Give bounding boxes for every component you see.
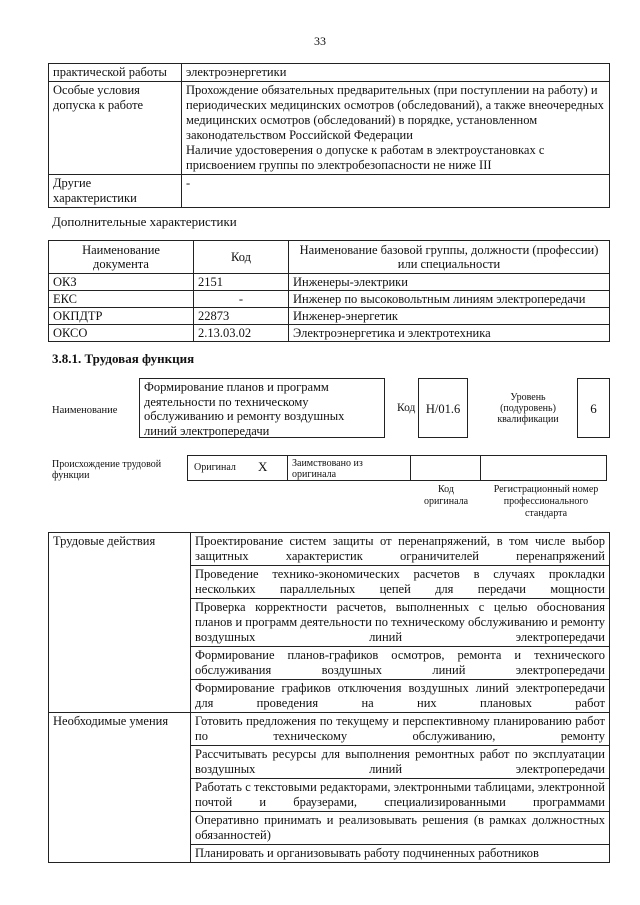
column-header: Наименование базовой группы, должности (профессии) или специальности	[289, 241, 610, 274]
function-heading: 3.8.1. Трудовая функция	[52, 351, 195, 366]
skill-item: Оперативно принимать и реализовывать решения (в рамках должностных обязанностей)	[191, 812, 610, 845]
row-value: электроэнергетики	[182, 64, 610, 82]
code-label: Код	[397, 402, 416, 414]
skills-label: Необходимые умения	[49, 713, 191, 863]
divider	[287, 455, 288, 481]
additional-title: Дополнительные характеристики	[52, 214, 237, 229]
row-label: практической работы	[49, 64, 182, 82]
action-item: Проверка корректности расчетов, выполненных с целью обоснования планов и программ деятельности по техническому обслуживанию и ремонту воздушных линий электропередачи	[191, 599, 610, 647]
original-mark: X	[258, 459, 268, 474]
column-header: Код	[194, 241, 289, 274]
doc-name: ОКСО	[49, 325, 194, 342]
action-item: Проведение технико-экономических расчетов в случаях прокладки нескольких параллельных цепей для передачи мощности	[191, 566, 610, 599]
origin-label: Происхождение трудовой функции	[52, 459, 162, 481]
doc-name: ОКЗ	[49, 274, 194, 291]
actions-skills-table	[48, 532, 610, 863]
function-code: H/01.6	[418, 378, 468, 438]
table-row	[49, 175, 610, 208]
table-row	[49, 291, 610, 308]
group-name: Инженер-энергетик	[289, 308, 610, 325]
group-name: Инженер по высоковольтным линиям электропередачи	[289, 291, 610, 308]
additional-table	[48, 240, 610, 342]
table-row	[49, 82, 610, 175]
action-item: Проектирование систем защиты от перенапряжений, в том числе выбор защитных характеристик ограничителей перенапряжений	[191, 533, 610, 566]
skill-item: Рассчитывать ресурсы для выполнения ремонтных работ по эксплуатации воздушных линий электропередачи	[191, 746, 610, 779]
action-item: Формирование графиков отключения воздушных линий электропередачи для проведения на них плановых работ	[191, 680, 610, 713]
table-header-row	[49, 241, 610, 274]
skill-item: Планировать и организовывать работу подчиненных работников	[191, 845, 610, 863]
code-original-caption: Код оригинала	[423, 484, 469, 507]
borrowed-option: Заимствовано из оригинала	[292, 458, 363, 480]
group-name: Электроэнергетика и электротехника	[289, 325, 610, 342]
function-name: Формирование планов и программ деятельности по техническому обслуживанию и ремонту воздушных линий электропередачи	[139, 378, 385, 438]
doc-code: -	[194, 291, 289, 308]
name-label: Наименование	[52, 405, 118, 416]
qualification-level: 6	[577, 378, 610, 438]
table-row	[49, 325, 610, 342]
original-option: Оригинал	[194, 462, 236, 473]
group-name: Инженеры-электрики	[289, 274, 610, 291]
page-number: 33	[314, 34, 326, 48]
medical-requirement: Прохождение обязательных предварительных (при поступлении на работу) и периодических медицинских осмотров (обследований), а также внеочередных медицинских осмотров (обследований) в порядке, установленном законодательством Российской Федерации	[186, 83, 604, 142]
divider	[480, 455, 481, 481]
doc-code: 22873	[194, 308, 289, 325]
row-value	[182, 82, 610, 175]
divider	[410, 455, 411, 481]
skill-item: Работать с текстовыми редакторами, электронными таблицами, электронной почтой и браузерами, специализированными программами	[191, 779, 610, 812]
column-header: Наименование документа	[49, 241, 194, 274]
table-row	[49, 64, 610, 82]
top-characteristics-table	[48, 63, 610, 208]
row-label: Другие характеристики	[49, 175, 182, 208]
level-label: Уровень (подуровень) квалификации	[497, 392, 559, 425]
doc-name: ОКПДТР	[49, 308, 194, 325]
skill-item: Готовить предложения по текущему и перспективному планированию работ по техническому обслуживанию, ремонту	[191, 713, 610, 746]
action-item: Формирование планов-графиков осмотров, ремонта и технического обслуживания воздушных линий электропередачи	[191, 647, 610, 680]
reg-number-caption: Регистрационный номер профессионального стандарта	[493, 484, 599, 519]
doc-code: 2151	[194, 274, 289, 291]
doc-name: ЕКС	[49, 291, 194, 308]
table-row	[49, 274, 610, 291]
table-row	[49, 533, 610, 566]
row-value: -	[182, 175, 610, 208]
clearance-requirement: Наличие удостоверения о допуске к работам в электроустановках с присвоением группы по электробезопасности не ниже III	[186, 143, 545, 172]
row-label: Особые условия допуска к работе	[49, 82, 182, 175]
doc-code: 2.13.03.02	[194, 325, 289, 342]
table-row	[49, 713, 610, 746]
table-row	[49, 308, 610, 325]
actions-label: Трудовые действия	[49, 533, 191, 713]
